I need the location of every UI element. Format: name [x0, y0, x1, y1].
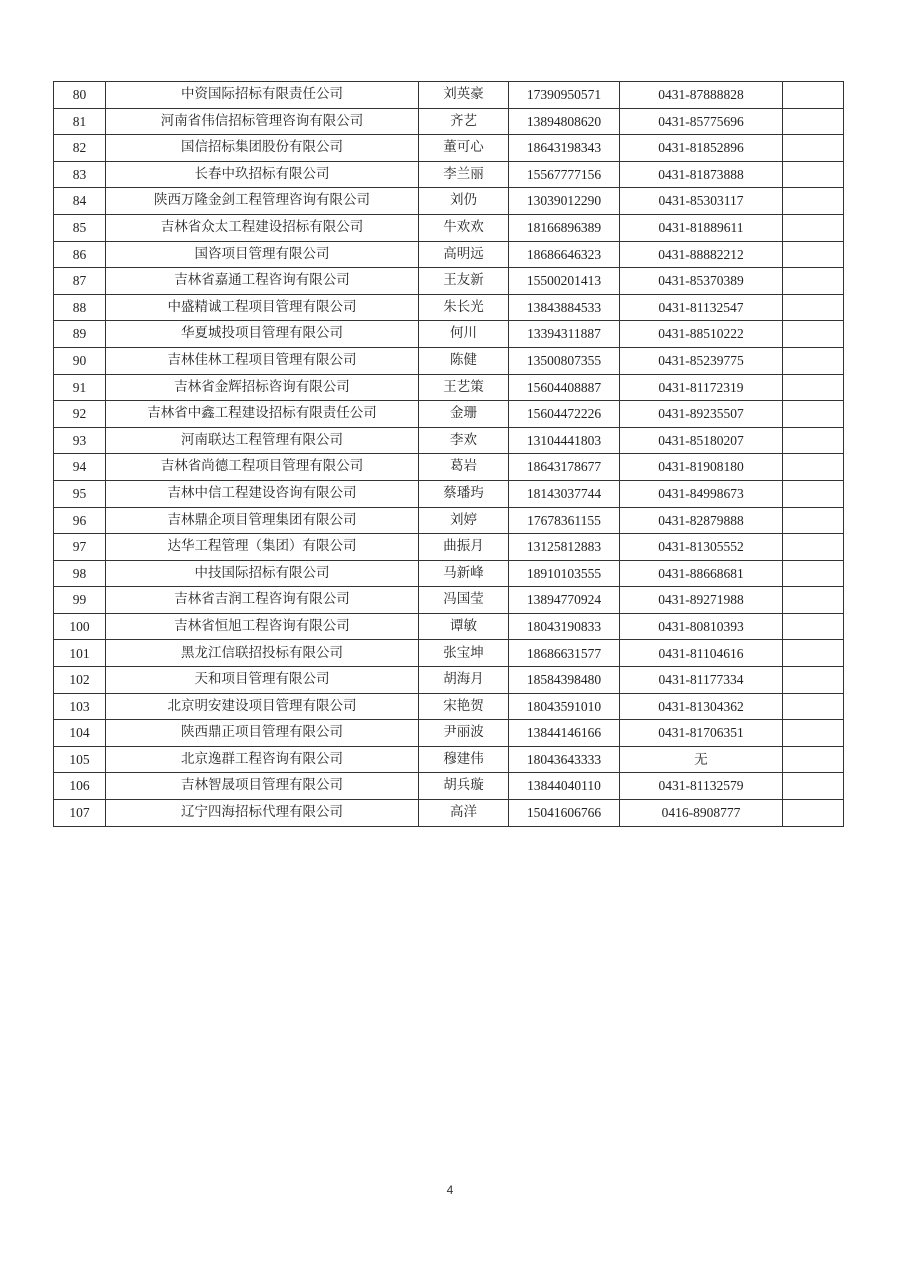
- table-row: [54, 135, 844, 162]
- mobile-number-cell: 13844146166: [509, 720, 620, 747]
- office-phone-cell: 0431-81104616: [620, 640, 783, 667]
- row-number-cell: 95: [54, 480, 106, 507]
- mobile-number-cell: 13844040110: [509, 773, 620, 800]
- mobile-number-cell: 15567777156: [509, 161, 620, 188]
- table-row: [54, 427, 844, 454]
- table-row: [54, 241, 844, 268]
- office-phone-cell: 0431-87888828: [620, 82, 783, 109]
- table-row: [54, 587, 844, 614]
- remarks-cell: [783, 454, 844, 481]
- contact-person-cell: 穆建伟: [419, 746, 509, 773]
- contact-person-cell: 胡兵璇: [419, 773, 509, 800]
- row-number-cell: 90: [54, 347, 106, 374]
- contact-person-cell: 马新峰: [419, 560, 509, 587]
- row-number-cell: 94: [54, 454, 106, 481]
- remarks-cell: [783, 401, 844, 428]
- contact-person-cell: 胡海月: [419, 667, 509, 694]
- remarks-cell: [783, 347, 844, 374]
- contact-person-cell: 葛岩: [419, 454, 509, 481]
- office-phone-cell: 0431-88882212: [620, 241, 783, 268]
- remarks-cell: [783, 693, 844, 720]
- company-name-cell: 达华工程管理（集团）有限公司: [106, 534, 419, 561]
- contact-person-cell: 王友新: [419, 268, 509, 295]
- table-row: [54, 693, 844, 720]
- table-row: [54, 507, 844, 534]
- table-row: [54, 188, 844, 215]
- office-phone-cell: 0431-81706351: [620, 720, 783, 747]
- mobile-number-cell: 18166896389: [509, 214, 620, 241]
- office-phone-cell: 0431-85239775: [620, 347, 783, 374]
- mobile-number-cell: 18686631577: [509, 640, 620, 667]
- remarks-cell: [783, 294, 844, 321]
- office-phone-cell: 0431-84998673: [620, 480, 783, 507]
- row-number-cell: 84: [54, 188, 106, 215]
- contact-person-cell: 李兰丽: [419, 161, 509, 188]
- remarks-cell: [783, 374, 844, 401]
- company-name-cell: 吉林省恒旭工程咨询有限公司: [106, 613, 419, 640]
- table-row: [54, 454, 844, 481]
- remarks-cell: [783, 161, 844, 188]
- remarks-cell: [783, 108, 844, 135]
- remarks-cell: [783, 241, 844, 268]
- table-row: [54, 268, 844, 295]
- office-phone-cell: 0431-81305552: [620, 534, 783, 561]
- mobile-number-cell: 18143037744: [509, 480, 620, 507]
- mobile-number-cell: 18643198343: [509, 135, 620, 162]
- remarks-cell: [783, 534, 844, 561]
- mobile-number-cell: 18584398480: [509, 667, 620, 694]
- row-number-cell: 81: [54, 108, 106, 135]
- company-name-cell: 吉林鼎企项目管理集团有限公司: [106, 507, 419, 534]
- contact-person-cell: 刘英豪: [419, 82, 509, 109]
- contact-person-cell: 金珊: [419, 401, 509, 428]
- contact-person-cell: 何川: [419, 321, 509, 348]
- table-row: [54, 401, 844, 428]
- office-phone-cell: 0431-85775696: [620, 108, 783, 135]
- contact-person-cell: 刘仍: [419, 188, 509, 215]
- mobile-number-cell: 17390950571: [509, 82, 620, 109]
- company-name-cell: 北京明安建设项目管理有限公司: [106, 693, 419, 720]
- row-number-cell: 85: [54, 214, 106, 241]
- table-row: [54, 560, 844, 587]
- office-phone-cell: 0431-88510222: [620, 321, 783, 348]
- table-row: [54, 321, 844, 348]
- remarks-cell: [783, 800, 844, 827]
- company-name-cell: 中盛精诚工程项目管理有限公司: [106, 294, 419, 321]
- remarks-cell: [783, 427, 844, 454]
- remarks-cell: [783, 613, 844, 640]
- contact-person-cell: 刘婷: [419, 507, 509, 534]
- table-row: [54, 214, 844, 241]
- remarks-cell: [783, 82, 844, 109]
- office-phone-cell: 0431-81132547: [620, 294, 783, 321]
- agency-table-body: [54, 82, 844, 827]
- row-number-cell: 100: [54, 613, 106, 640]
- company-name-cell: 辽宁四海招标代理有限公司: [106, 800, 419, 827]
- mobile-number-cell: 18043190833: [509, 613, 620, 640]
- remarks-cell: [783, 507, 844, 534]
- company-name-cell: 华夏城投项目管理有限公司: [106, 321, 419, 348]
- contact-person-cell: 冯国莹: [419, 587, 509, 614]
- row-number-cell: 97: [54, 534, 106, 561]
- office-phone-cell: 0431-81304362: [620, 693, 783, 720]
- office-phone-cell: 0431-81889611: [620, 214, 783, 241]
- contact-person-cell: 王艺策: [419, 374, 509, 401]
- mobile-number-cell: 18043591010: [509, 693, 620, 720]
- office-phone-cell: 0431-89271988: [620, 587, 783, 614]
- mobile-number-cell: 13125812883: [509, 534, 620, 561]
- company-name-cell: 吉林省尚德工程项目管理有限公司: [106, 454, 419, 481]
- table-row: [54, 613, 844, 640]
- company-name-cell: 黑龙江信联招投标有限公司: [106, 640, 419, 667]
- company-name-cell: 长春中玖招标有限公司: [106, 161, 419, 188]
- row-number-cell: 83: [54, 161, 106, 188]
- mobile-number-cell: 15041606766: [509, 800, 620, 827]
- row-number-cell: 86: [54, 241, 106, 268]
- company-name-cell: 河南联达工程管理有限公司: [106, 427, 419, 454]
- contact-person-cell: 尹丽波: [419, 720, 509, 747]
- mobile-number-cell: 15604472226: [509, 401, 620, 428]
- company-name-cell: 陕西鼎正项目管理有限公司: [106, 720, 419, 747]
- table-row: [54, 746, 844, 773]
- mobile-number-cell: 15604408887: [509, 374, 620, 401]
- mobile-number-cell: 13394311887: [509, 321, 620, 348]
- remarks-cell: [783, 135, 844, 162]
- row-number-cell: 82: [54, 135, 106, 162]
- contact-person-cell: 张宝坤: [419, 640, 509, 667]
- row-number-cell: 91: [54, 374, 106, 401]
- company-name-cell: 国信招标集团股份有限公司: [106, 135, 419, 162]
- contact-person-cell: 高洋: [419, 800, 509, 827]
- office-phone-cell: 0431-81132579: [620, 773, 783, 800]
- table-row: [54, 480, 844, 507]
- table-row: [54, 667, 844, 694]
- table-row: [54, 347, 844, 374]
- table-row: [54, 720, 844, 747]
- remarks-cell: [783, 720, 844, 747]
- office-phone-cell: 0431-80810393: [620, 613, 783, 640]
- office-phone-cell: 无: [620, 746, 783, 773]
- row-number-cell: 89: [54, 321, 106, 348]
- mobile-number-cell: 18043643333: [509, 746, 620, 773]
- office-phone-cell: 0431-85303117: [620, 188, 783, 215]
- mobile-number-cell: 13500807355: [509, 347, 620, 374]
- page-number: 4: [446, 1183, 454, 1197]
- agency-table: [53, 81, 844, 827]
- row-number-cell: 103: [54, 693, 106, 720]
- contact-person-cell: 蔡璠玙: [419, 480, 509, 507]
- remarks-cell: [783, 667, 844, 694]
- mobile-number-cell: 18686646323: [509, 241, 620, 268]
- row-number-cell: 80: [54, 82, 106, 109]
- remarks-cell: [783, 480, 844, 507]
- company-name-cell: 国咨项目管理有限公司: [106, 241, 419, 268]
- office-phone-cell: 0431-88668681: [620, 560, 783, 587]
- company-name-cell: 北京逸群工程咨询有限公司: [106, 746, 419, 773]
- office-phone-cell: 0416-8908777: [620, 800, 783, 827]
- table-row: [54, 294, 844, 321]
- company-name-cell: 吉林省中鑫工程建设招标有限责任公司: [106, 401, 419, 428]
- table-row: [54, 108, 844, 135]
- mobile-number-cell: 18910103555: [509, 560, 620, 587]
- row-number-cell: 93: [54, 427, 106, 454]
- contact-person-cell: 朱长光: [419, 294, 509, 321]
- remarks-cell: [783, 321, 844, 348]
- table-row: [54, 773, 844, 800]
- remarks-cell: [783, 640, 844, 667]
- row-number-cell: 102: [54, 667, 106, 694]
- company-name-cell: 吉林佳林工程项目管理有限公司: [106, 347, 419, 374]
- office-phone-cell: 0431-85180207: [620, 427, 783, 454]
- row-number-cell: 107: [54, 800, 106, 827]
- office-phone-cell: 0431-81852896: [620, 135, 783, 162]
- contact-person-cell: 牛欢欢: [419, 214, 509, 241]
- mobile-number-cell: 15500201413: [509, 268, 620, 295]
- table-row: [54, 374, 844, 401]
- row-number-cell: 105: [54, 746, 106, 773]
- row-number-cell: 98: [54, 560, 106, 587]
- office-phone-cell: 0431-81908180: [620, 454, 783, 481]
- remarks-cell: [783, 214, 844, 241]
- office-phone-cell: 0431-82879888: [620, 507, 783, 534]
- mobile-number-cell: 13843884533: [509, 294, 620, 321]
- mobile-number-cell: 17678361155: [509, 507, 620, 534]
- mobile-number-cell: 13894808620: [509, 108, 620, 135]
- contact-person-cell: 董可心: [419, 135, 509, 162]
- company-name-cell: 吉林省嘉通工程咨询有限公司: [106, 268, 419, 295]
- row-number-cell: 104: [54, 720, 106, 747]
- company-name-cell: 河南省伟信招标管理咨询有限公司: [106, 108, 419, 135]
- company-name-cell: 吉林省众太工程建设招标有限公司: [106, 214, 419, 241]
- contact-person-cell: 齐艺: [419, 108, 509, 135]
- contact-person-cell: 曲振月: [419, 534, 509, 561]
- table-row: [54, 800, 844, 827]
- contact-person-cell: 李欢: [419, 427, 509, 454]
- table-row: [54, 161, 844, 188]
- row-number-cell: 99: [54, 587, 106, 614]
- row-number-cell: 96: [54, 507, 106, 534]
- remarks-cell: [783, 188, 844, 215]
- remarks-cell: [783, 560, 844, 587]
- contact-person-cell: 宋艳贺: [419, 693, 509, 720]
- company-name-cell: 吉林省金辉招标咨询有限公司: [106, 374, 419, 401]
- remarks-cell: [783, 587, 844, 614]
- row-number-cell: 92: [54, 401, 106, 428]
- company-name-cell: 吉林中信工程建设咨询有限公司: [106, 480, 419, 507]
- mobile-number-cell: 18643178677: [509, 454, 620, 481]
- remarks-cell: [783, 746, 844, 773]
- contact-person-cell: 陈健: [419, 347, 509, 374]
- table-row: [54, 640, 844, 667]
- row-number-cell: 88: [54, 294, 106, 321]
- company-name-cell: 吉林省吉润工程咨询有限公司: [106, 587, 419, 614]
- contact-person-cell: 高明远: [419, 241, 509, 268]
- mobile-number-cell: 13894770924: [509, 587, 620, 614]
- company-name-cell: 陕西万隆金剑工程管理咨询有限公司: [106, 188, 419, 215]
- row-number-cell: 106: [54, 773, 106, 800]
- remarks-cell: [783, 268, 844, 295]
- company-name-cell: 天和项目管理有限公司: [106, 667, 419, 694]
- company-name-cell: 中资国际招标有限责任公司: [106, 82, 419, 109]
- table-row: [54, 82, 844, 109]
- office-phone-cell: 0431-81873888: [620, 161, 783, 188]
- remarks-cell: [783, 773, 844, 800]
- office-phone-cell: 0431-81172319: [620, 374, 783, 401]
- row-number-cell: 87: [54, 268, 106, 295]
- mobile-number-cell: 13104441803: [509, 427, 620, 454]
- table-row: [54, 534, 844, 561]
- company-name-cell: 中技国际招标有限公司: [106, 560, 419, 587]
- office-phone-cell: 0431-85370389: [620, 268, 783, 295]
- company-name-cell: 吉林智晟项目管理有限公司: [106, 773, 419, 800]
- mobile-number-cell: 13039012290: [509, 188, 620, 215]
- contact-person-cell: 谭敏: [419, 613, 509, 640]
- office-phone-cell: 0431-81177334: [620, 667, 783, 694]
- office-phone-cell: 0431-89235507: [620, 401, 783, 428]
- row-number-cell: 101: [54, 640, 106, 667]
